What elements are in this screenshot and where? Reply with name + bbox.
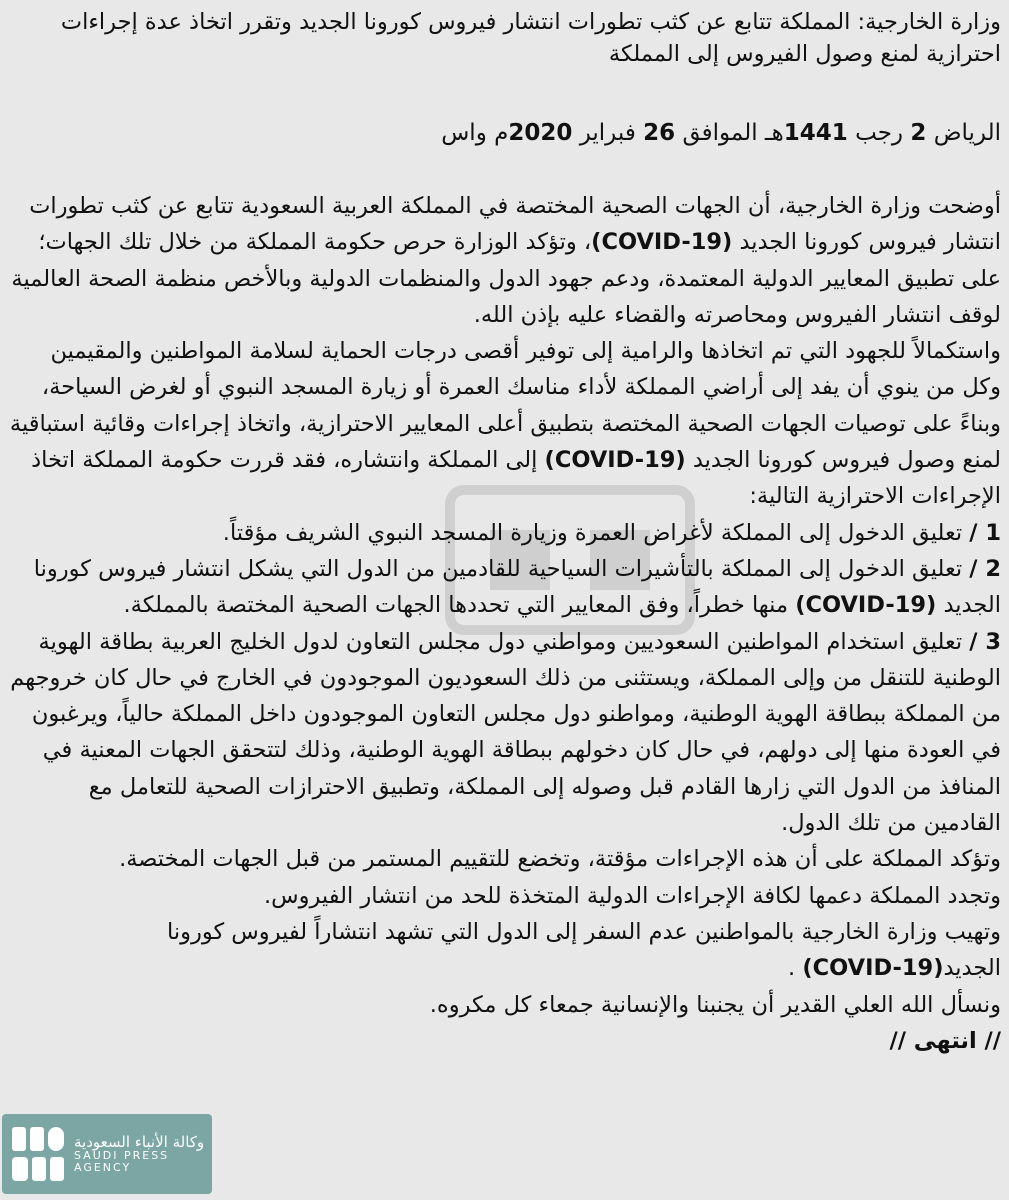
spa-logo-english-2: AGENCY xyxy=(74,1160,132,1174)
paragraph-2-text-b: إلى المملكة وانتشاره، فقد قررت حكومة المملكة اتخاذ الإجراءات الاحترازية التالية: xyxy=(31,447,1001,510)
dateline-greg-suffix: م xyxy=(494,120,509,146)
covid-code: (COVID-19) xyxy=(591,229,733,256)
dateline-hijri-day: 2 xyxy=(910,120,927,146)
list-item-text: تعليق الدخول إلى المملكة لأغراض العمرة وزيارة المسجد النبوي الشريف مؤقتاً. xyxy=(222,519,963,546)
paragraph-5 xyxy=(8,914,1001,987)
end-marker: // انتهى // xyxy=(889,1027,1001,1054)
paragraph-6: ونسأل الله العلي القدير أن يجنبنا والإنسانية جمعاء كل مكروه. xyxy=(429,991,1001,1018)
article-title: وزارة الخارجية: المملكة تتابع عن كثب تطورات انتشار فيروس كورونا الجديد وتقرر اتخاذ عدة إجراءات احترازية لمنع وصول الفيروس إلى المملكة xyxy=(60,9,1001,67)
dateline-city: الرياض xyxy=(933,120,1001,146)
dateline-connector: الموافق xyxy=(682,120,758,146)
dateline-hijri-year: 1441 xyxy=(783,120,848,146)
covid-code: (COVID-19) xyxy=(802,955,944,982)
list-item-1 xyxy=(8,515,1001,551)
spa-logo-text xyxy=(74,1132,205,1174)
paragraph-1-text-b: ، وتؤكد الوزارة حرص حكومة المملكة من خلال تلك الجهات؛ على تطبيق المعايير الدولية المعتمدة، ودعم جهود الدول والمنظمات الدولية وبالأخص منظمة الصحة العالمية لوقف انتشار الفيروس ومحاصرته والقضاء عليه بإذن الله. xyxy=(11,229,1001,328)
paragraph-1 xyxy=(8,188,1001,333)
list-item-text: تعليق استخدام المواطنين السعوديين ومواطني دول مجلس التعاون لدول الخليج العربية بطاقة الهوية الوطنية للتنقل من وإلى المملكة، ويستثنى من ذلك السعوديون الموجودون في الخارج في حال كان خروجهم من المملكة ببطاقة الهوية الوطنية، ومواطنو دول مجلس التعاون الموجودون داخل المملكة حالياً، ويرغبون في العودة منها إلى دولهم، في حال كان دخولهم ببطاقة الهوية الوطنية، وذلك لتتحقق الجهات المعنية في المنافذ من الدول التي زارها القادم قبل وصوله إلى المملكة، وتطبيق الاحترازات الصحية للتعامل مع القادمين من تلك الدول. xyxy=(10,628,1001,837)
list-item-2 xyxy=(8,551,1001,624)
dateline-greg-day: 26 xyxy=(643,120,676,146)
list-item-number: 1 / xyxy=(969,519,1001,546)
article-body xyxy=(8,188,1001,1059)
covid-code: (COVID-19) xyxy=(544,447,686,474)
paragraph-2-text-a: واستكمالاً للجهود التي تم اتخاذها والرامية إلى توفير أقصى درجات الحماية لسلامة المواطنين والمقيمين وكل من ينوي أن يفد إلى أراضي المملكة لأداء مناسك العمرة أو زيارة المسجد النبوي أو لغرض السياحة، وبناءً على توصيات الجهات الصحية المختصة بتطبيق أعلى المعايير الاحترازية، واتخاذ إجراءات وقائية استباقية لمنع وصول فيروس كورونا الجديد xyxy=(9,338,1001,474)
spa-logo-english-1: SAUDI PRESS xyxy=(74,1149,170,1163)
list-item-3 xyxy=(8,624,1001,842)
paragraph-4: وتجدد المملكة دعمها لكافة الإجراءات الدولية المتخذة للحد من انتشار الفيروس. xyxy=(264,882,1001,909)
spa-logo-icon xyxy=(10,1123,68,1185)
list-item-number: 2 / xyxy=(969,555,1001,582)
paragraph-3: وتؤكد المملكة على أن هذه الإجراءات مؤقتة، وتخضع للتقييم المستمر من قبل الجهات المختصة. xyxy=(119,846,1001,873)
dateline-greg-month: فبراير xyxy=(579,120,636,146)
dateline-greg-year: 2020 xyxy=(508,120,573,146)
paragraph-5-text-a: وتهيب وزارة الخارجية بالمواطنين عدم السفر إلى الدول التي تشهد انتشاراً لفيروس كورونا الجديد xyxy=(166,918,1001,982)
spa-logo-arabic: وكالة الأنباء السعودية xyxy=(74,1132,205,1151)
paragraph-5-text-b: . xyxy=(788,955,796,982)
spa-logo xyxy=(2,1114,212,1194)
paragraph-2 xyxy=(8,333,1001,514)
article xyxy=(8,6,1001,1059)
covid-code: (COVID-19) xyxy=(795,592,937,619)
paragraph-1-text-a: أوضحت وزارة الخارجية، أن الجهات الصحية المختصة في المملكة العربية السعودية تتابع عن كثب تطورات انتشار فيروس كورونا الجديد xyxy=(29,193,1001,256)
list-item-number: 3 / xyxy=(969,628,1001,655)
dateline xyxy=(8,116,1001,150)
dateline-agency: واس xyxy=(441,120,487,146)
dateline-hijri-suffix: هـ xyxy=(764,120,784,146)
dateline-hijri-month: رجب xyxy=(855,120,904,146)
list-item-text-a: تعليق الدخول إلى المملكة بالتأشيرات السياحية للقادمين من الدول التي يشكل انتشار فيروس كورونا الجديد xyxy=(33,555,1001,619)
list-item-text-b: منها خطراً، وفق المعايير التي تحددها الجهات الصحية المختصة بالمملكة. xyxy=(123,592,789,619)
